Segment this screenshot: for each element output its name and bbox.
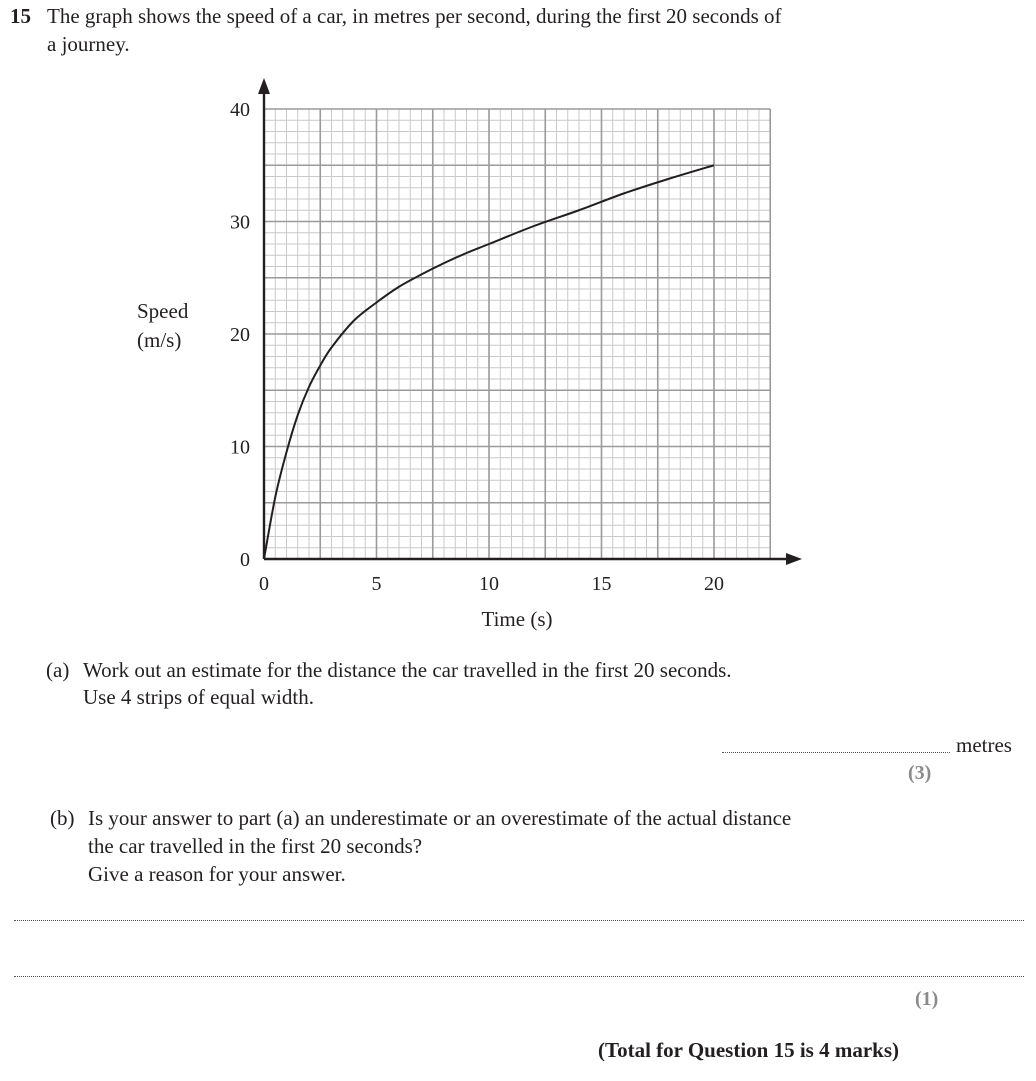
y-axis-label-line: (m/s) — [137, 328, 182, 352]
question-stem-line-2: a journey. — [47, 32, 130, 56]
x-tick-label: 20 — [704, 573, 724, 595]
part-b-line-2: the car travelled in the first 20 seconds? — [88, 834, 423, 858]
x-tick-label: 5 — [371, 573, 382, 595]
y-axis-arrow — [258, 78, 270, 94]
y-tick-label: 30 — [230, 211, 250, 234]
x-tick-label: 15 — [591, 573, 612, 595]
part-a-line-1: Work out an estimate for the distance the car travelled in the first 20 seconds. — [83, 658, 732, 682]
y-tick-label: 20 — [230, 324, 250, 346]
y-tick-label: 40 — [230, 99, 250, 121]
part-b-answer-line-2[interactable] — [14, 976, 1024, 977]
part-b-answer-line-1[interactable] — [14, 920, 1024, 921]
part-b-label: (b) — [50, 806, 75, 830]
part-b-marks: (1) — [915, 988, 939, 1010]
part-a-unit: metres — [956, 733, 1012, 757]
x-axis-label: Time (s) — [481, 607, 553, 631]
part-b-line-1: Is your answer to part (a) an underestimate or an overestimate of the actual distance — [88, 806, 792, 830]
part-a-line-2: Use 4 strips of equal width. — [83, 685, 314, 709]
y-tick-label: 10 — [230, 436, 250, 459]
y-tick-label: 0 — [240, 549, 250, 571]
x-tick-label: 0 — [259, 573, 269, 595]
part-a-answer-line[interactable] — [722, 752, 950, 753]
part-a-marks: (3) — [908, 762, 932, 784]
x-axis-arrow — [786, 553, 802, 565]
question-stem-line-1: The graph shows the speed of a car, in metres per second, during the first 20 seconds of — [47, 4, 782, 28]
y-axis-label-line: Speed — [137, 299, 189, 323]
tick-labels — [230, 99, 724, 595]
question-number: 15 — [10, 4, 31, 28]
part-b-line-3: Give a reason for your answer. — [88, 862, 346, 886]
question-total: (Total for Question 15 is 4 marks) — [598, 1038, 900, 1062]
part-a-label: (a) — [46, 658, 70, 682]
x-tick-label: 10 — [479, 573, 499, 595]
